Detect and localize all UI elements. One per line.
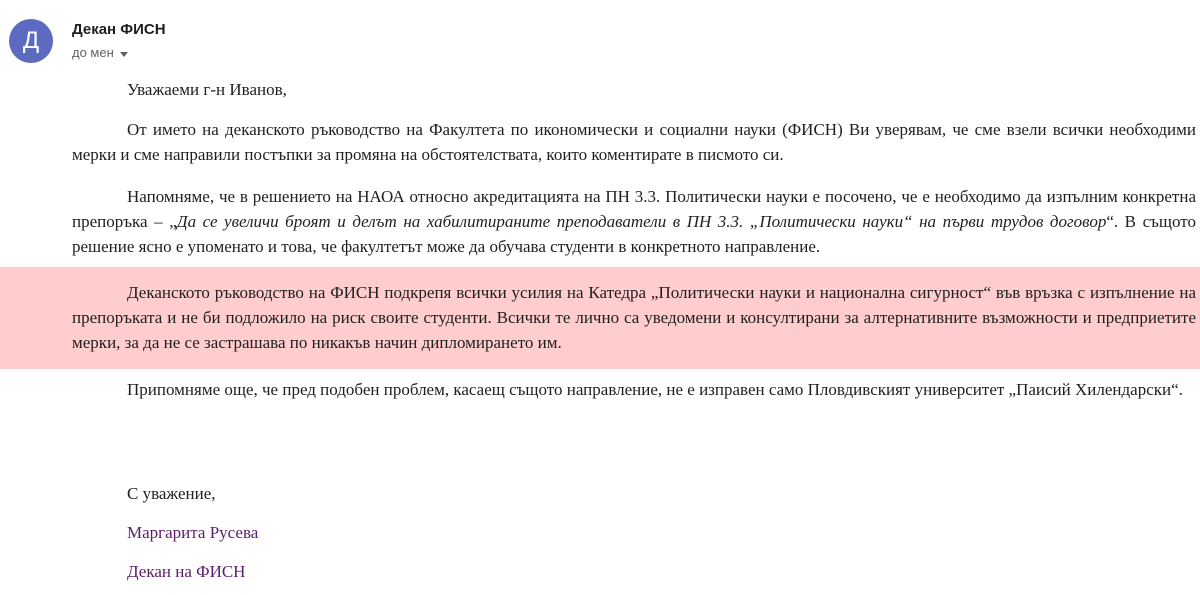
signature-title: Декан на ФИСН — [127, 562, 246, 581]
email-paragraph-1: От името на деканското ръководство на Факултета по икономически и социални науки (ФИСН) Ви уверявам, че сме взели всички необходими мерки и сме направили постъпки за промяна на обстоятелствата, които коментирате в писмото си. — [72, 120, 1196, 164]
recipient-label: до мен — [72, 45, 114, 60]
email-closing: С уважение, — [127, 484, 216, 503]
sender-avatar[interactable]: Д — [9, 19, 53, 63]
paragraph-2-quote: Да се увеличи броят и делът на хабилитираните преподаватели в ПН 3.3. „Политически науки“ на първи трудов договор — [176, 212, 1107, 231]
sender-name[interactable]: Декан ФИСН — [72, 21, 166, 38]
email-greeting: Уважаеми г-н Иванов, — [127, 80, 287, 99]
email-paragraph-4: Припомняме още, че пред подобен проблем, касаещ същото направление, не е изправен само Пловдивският университет „Паисий Хилендарски“. — [127, 380, 1183, 399]
paragraph-2-end: “. В същото решение ясно е упоменато и това, че факултетът може да обучава студенти в конкретното направление. — [72, 212, 1196, 256]
email-paragraph-3: Деканското ръководство на ФИСН подкрепя всички усилия на Катедра „Политически науки и национална сигурност“ във връзка с изпълнение на препоръката и не би подложило на риск своите студенти. Всички те лично са уведомени и консултирани за алтернативните възможности и предприетите мерки, за да не се застрашава по никакъв начин дипломирането им. — [72, 283, 1196, 352]
chevron-down-icon[interactable] — [120, 52, 128, 57]
email-paragraph-2 — [72, 184, 1196, 259]
signature-name: Маргарита Русева — [127, 523, 259, 542]
paragraph-2-start: Напомняме, че в решението на НАОА относно акредитацията на ПН 3.3. Политически науки е посочено, че е необходимо да изпълним конкретна препоръка – „ — [72, 187, 1196, 231]
recipient-details-toggle[interactable] — [72, 44, 128, 62]
